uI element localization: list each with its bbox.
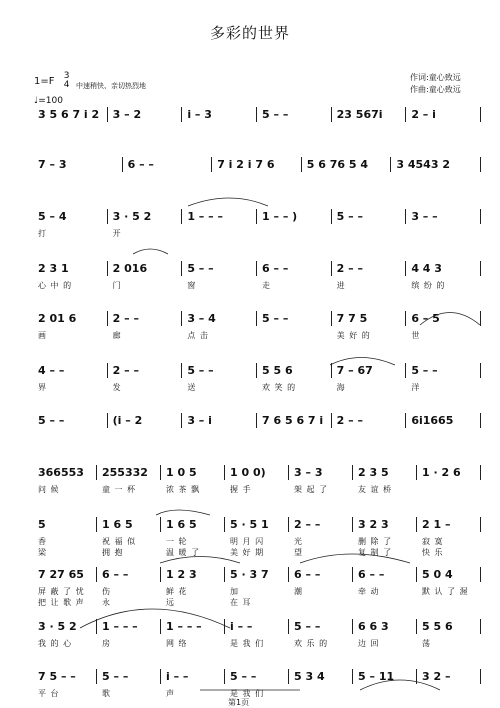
measure: 5 <box>38 518 46 531</box>
measure: 6 – – <box>358 568 385 581</box>
measure: 3 · 5 2 <box>112 210 152 223</box>
measure: 7 5 – – <box>38 670 76 683</box>
measure: 366553 <box>38 466 84 479</box>
measure: 3 – 3 <box>294 466 323 479</box>
measure: 4 – – <box>38 364 65 377</box>
measure: 7 7 5 <box>336 312 368 325</box>
measure: 2 – – <box>112 312 139 325</box>
lyric-text: 祝 福 似 <box>102 537 137 546</box>
lyric-text: 廊 <box>112 331 122 340</box>
measure: 1 – – – <box>187 210 223 223</box>
lyric-text: 世 <box>411 331 421 340</box>
measure: 1 0 5 <box>166 466 197 479</box>
measure: 23 567i <box>336 108 383 121</box>
lyric-text: 快 乐 <box>422 548 444 557</box>
lyric-text: 送 <box>187 383 197 392</box>
measure: 5 – – <box>411 364 438 377</box>
lyric-text: 加 <box>230 587 239 596</box>
lyric-text: 光 <box>294 537 303 546</box>
measure: 5 – – <box>294 620 321 633</box>
measure: 3 · 5 2 <box>38 620 77 633</box>
lyric-text: 友 谊 桥 <box>358 485 393 494</box>
time-numerator: 3 <box>63 71 70 81</box>
expression-mark: 中速稍快、亲切热烈地 <box>76 82 146 90</box>
measure: 5 – 11 <box>358 670 395 683</box>
measure: 5 – – <box>336 210 363 223</box>
lyric-text: 美 好 的 <box>336 331 371 340</box>
measure: 3 2 – <box>422 670 451 683</box>
measure: 255332 <box>102 466 148 479</box>
lyric-text: 明 月 闪 <box>230 537 265 546</box>
measure: 2 1 – <box>422 518 451 531</box>
measure: 1 · 2 6 <box>422 466 461 479</box>
lyric-text: 界 <box>38 383 47 392</box>
lyric-text: 温 暖 了 <box>166 548 201 557</box>
lyric-text: 把 让 歌 声 <box>38 598 85 607</box>
lyric-text: 伤 <box>102 587 111 596</box>
measure: 6 6 3 <box>358 620 389 633</box>
lyric-text: 开 <box>112 229 122 238</box>
measure: 5 – – <box>38 414 65 427</box>
measure: i – – <box>166 670 189 683</box>
measure: (i – 2 <box>112 414 143 427</box>
measure: 7 27 65 <box>38 568 84 581</box>
lyric-text: 香 <box>38 537 47 546</box>
measure: 1 – – – <box>102 620 138 633</box>
lyric-text: 缤 纷 的 <box>411 281 446 290</box>
lyric-text: 海 <box>336 383 346 392</box>
lyric-text: 是 我 们 <box>230 689 265 698</box>
lyric-text: 梁 <box>38 548 47 557</box>
measure: 6 – – <box>294 568 321 581</box>
lyric-text: 荡 <box>422 639 431 648</box>
measure: 2 01 6 <box>38 312 77 325</box>
measure: 1 – – – <box>166 620 202 633</box>
lyric-text: 点 击 <box>187 331 209 340</box>
measure: 3 – 2 <box>112 108 142 121</box>
measure: 6 – – <box>127 158 154 171</box>
measure: 3 2 3 <box>358 518 389 531</box>
lyric-text: 歌 <box>102 689 111 698</box>
lyric-text: 远 <box>166 598 175 607</box>
measure: 5 · 3 7 <box>230 568 269 581</box>
measure: 5 3 4 <box>294 670 325 683</box>
lyric-text: 心 中 的 <box>38 281 73 290</box>
lyric-text: 洋 <box>411 383 421 392</box>
lyric-text: 潮 <box>294 587 303 596</box>
measure: 5 – – <box>187 364 214 377</box>
measure: 2 – – <box>336 262 363 275</box>
lyric-text: 网 络 <box>166 639 188 648</box>
lyric-text: 一 轮 <box>166 537 188 546</box>
measure: 7 6 5 6 7 i <box>262 414 324 427</box>
lyric-text: 是 我 们 <box>230 639 265 648</box>
measure: 3 5 6 7 i 2 <box>38 108 100 121</box>
measure: 2 – – <box>112 364 139 377</box>
measure: 6 – 5 <box>411 312 440 325</box>
measure: 5 · 5 1 <box>230 518 269 531</box>
lyric-text: 欢 乐 的 <box>294 639 329 648</box>
measure: 2 3 1 <box>38 262 69 275</box>
lyric-text: 鲜 花 <box>166 587 188 596</box>
measure: 3 – 4 <box>187 312 216 325</box>
lyric-text: 美 好 期 <box>230 548 265 557</box>
lyric-text: 走 <box>262 281 271 290</box>
key-label: 1=F <box>34 76 55 87</box>
lyric-text: 发 <box>112 383 122 392</box>
measure: 3 4543 2 <box>396 158 450 171</box>
lyric-text: 架 起 了 <box>294 485 329 494</box>
measure: 7 – 67 <box>336 364 373 377</box>
lyric-text: 我 的 心 <box>38 639 73 648</box>
measure: 5 6 76 5 4 <box>306 158 369 171</box>
lyric-text: 屏 蔽 了 忧 <box>38 587 85 596</box>
measure: 2 – i <box>411 108 436 121</box>
lyric-text: 房 <box>102 639 111 648</box>
composer-credit: 作曲:童心致远 <box>410 85 461 94</box>
measure: 1 2 3 <box>166 568 197 581</box>
lyric-text: 在 耳 <box>230 598 252 607</box>
tempo-mark: ♩=100 <box>34 96 63 106</box>
lyric-text: 窗 <box>187 281 197 290</box>
measure: 2 – – <box>294 518 321 531</box>
measure: 5 5 6 <box>262 364 293 377</box>
lyric-text: 望 <box>294 548 303 557</box>
measure: 6 – – <box>262 262 289 275</box>
lyric-text: 删 除 了 <box>358 537 393 546</box>
lyric-text: 平 台 <box>38 689 60 698</box>
measure: 5 – – <box>187 262 214 275</box>
measure: 5 – – <box>262 312 289 325</box>
measure: 3 – – <box>411 210 438 223</box>
measure: 6i1665 <box>411 414 454 427</box>
measure: 6 – – <box>102 568 129 581</box>
lyric-text: 欢 笑 的 <box>262 383 297 392</box>
measure: 2 3 5 <box>358 466 389 479</box>
lyric-text: 寂 寞 <box>422 537 444 546</box>
lyric-text: 画 <box>38 331 47 340</box>
time-denominator: 4 <box>63 80 70 90</box>
measure: 1 – – ) <box>262 210 298 223</box>
song-title: 多彩的世界 <box>209 24 290 42</box>
measure: 1 6 5 <box>102 518 133 531</box>
measure: 5 0 4 <box>422 568 453 581</box>
lyric-text: 边 回 <box>358 639 380 648</box>
measure: i – 3 <box>187 108 212 121</box>
lyric-text: 拥 抱 <box>102 548 124 557</box>
measure: 1 6 5 <box>166 518 197 531</box>
lyric-text: 进 <box>336 281 346 290</box>
measure: 1 0 0) <box>230 466 266 479</box>
lyric-text: 声 <box>166 689 175 698</box>
measure: 2 016 <box>112 262 148 275</box>
lyric-text: 童 一 杯 <box>102 485 137 494</box>
lyric-text: 打 <box>38 229 47 238</box>
lyric-text: 默 认 了 渥 <box>422 587 469 596</box>
measure: 7 – 3 <box>38 158 67 171</box>
measure: 5 – 4 <box>38 210 67 223</box>
lyric-text: 浓 茶 飘 <box>166 485 201 494</box>
lyric-text: 门 <box>112 281 122 290</box>
measure: 3 – i <box>187 414 212 427</box>
lyric-text: 握 手 <box>230 485 252 494</box>
lyricist-credit: 作词:童心致远 <box>410 73 461 82</box>
measure: i – – <box>230 620 253 633</box>
measure: 7 i 2 i 7 6 <box>217 158 275 171</box>
measure: 5 5 6 <box>422 620 453 633</box>
measure: 4 4 3 <box>411 262 442 275</box>
measure: 5 – – <box>230 670 257 683</box>
lyric-text: 牵 动 <box>358 587 380 596</box>
lyric-text: 问 候 <box>38 485 60 494</box>
lyric-text: 永 <box>102 598 111 607</box>
lyric-text: 复 制 了 <box>358 548 393 557</box>
page-number: 第1页 <box>228 698 250 707</box>
measure: 2 – – <box>336 414 363 427</box>
measure: 5 – – <box>102 670 129 683</box>
measure: 5 – – <box>262 108 289 121</box>
